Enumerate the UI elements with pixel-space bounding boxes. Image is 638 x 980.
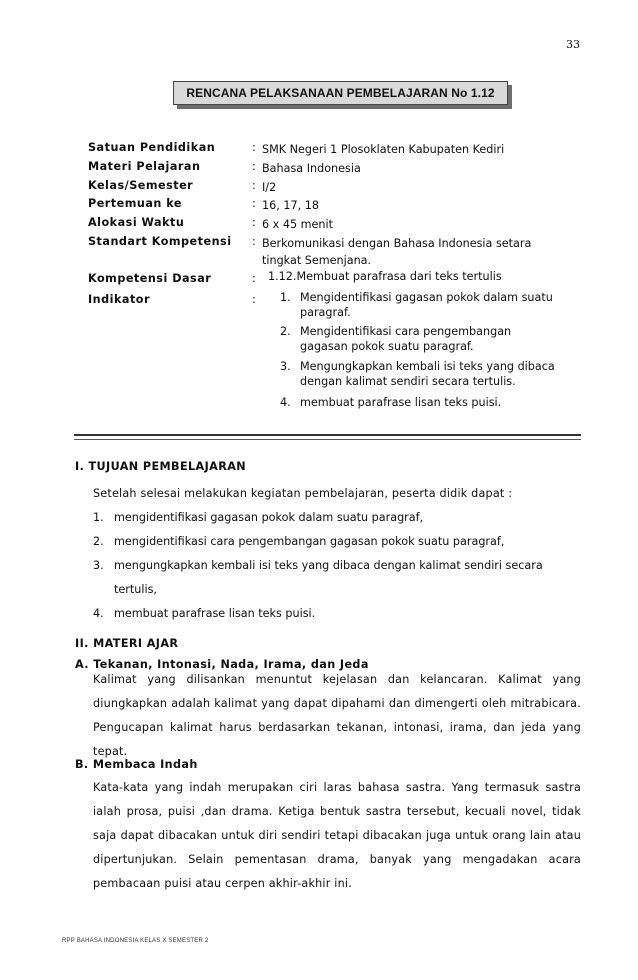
list-number: 2. xyxy=(93,535,104,548)
list-number: 3. xyxy=(93,559,104,572)
list-text: mengidentifikasi gagasan pokok dalam suatu paragraf, xyxy=(114,511,424,524)
list-number: 2. xyxy=(280,325,291,338)
document-title: RENCANA PELAKSANAAN PEMBELAJARAN No 1.12 xyxy=(173,81,508,105)
subsection-heading-b: B. Membaca Indah xyxy=(75,758,198,771)
paragraph-line: pembacaan puisi atau cerpen akhir-akhir ini. xyxy=(93,877,352,890)
indicator-list xyxy=(280,290,570,410)
value-standart-kompetensi xyxy=(262,235,562,269)
indicator-line: gagasan pokok suatu paragraf. xyxy=(300,340,474,353)
paragraph-b xyxy=(93,776,581,896)
indicator-text xyxy=(300,324,568,354)
indicator-line: dengan kalimat sendiri secara tertulis. xyxy=(300,375,516,388)
list-number: 1. xyxy=(280,291,291,304)
indicator-line: membuat parafrase lisan teks puisi. xyxy=(300,396,502,409)
list-number: 3. xyxy=(280,360,291,373)
indicator-text xyxy=(300,359,568,389)
indicator-text xyxy=(300,395,568,410)
paragraph-line: tepat. xyxy=(93,745,128,758)
value-sk-line2: tingkat Semenjana. xyxy=(262,254,372,267)
section-heading-tujuan: I. TUJUAN PEMBELAJARAN xyxy=(75,460,247,473)
paragraph-line: Kata-kata yang indah merupakan ciri laras bahasa sastra. Yang termasuk sastra xyxy=(93,781,581,794)
label-standart-kompetensi: Standart Kompetensi xyxy=(88,235,232,248)
paragraph-line: Pengucapan kalimat harus berdasarkan tekanan, intonasi, irama, dan jeda yang xyxy=(93,721,581,734)
label-kelas-semester: Kelas/Semester xyxy=(88,179,194,192)
list-text: membuat parafrase lisan teks puisi. xyxy=(114,607,316,620)
indicator-line: paragraf. xyxy=(300,306,351,319)
value-kelas-semester: I/2 xyxy=(262,181,277,194)
label-materi-pelajaran: Materi Pelajaran xyxy=(88,160,201,173)
colon: : xyxy=(252,141,256,154)
label-pertemuan: Pertemuan ke xyxy=(88,197,182,210)
label-satuan-pendidikan: Satuan Pendidikan xyxy=(88,141,216,154)
colon: : xyxy=(252,293,256,306)
label-kompetensi-dasar: Kompetensi Dasar xyxy=(88,272,212,285)
paragraph-line: diungkapkan adalah kalimat yang dapat dipahami dan dimengerti oleh mitrabicara. xyxy=(93,697,581,710)
colon: : xyxy=(252,179,256,192)
value-pertemuan: 16, 17, 18 xyxy=(262,199,319,212)
value-sk-line1: Berkomunikasi dengan Bahasa Indonesia setara xyxy=(262,237,532,250)
list-number: 4. xyxy=(280,396,291,409)
page-footer: RPP BAHASA INDONESIA KELAS X SEMESTER 2 xyxy=(62,938,209,944)
value-satuan-pendidikan: SMK Negeri 1 Plosoklaten Kabupaten Kediri xyxy=(262,143,505,156)
paragraph-line: saja dapat dibacakan untuk diri sendiri tetapi dibacakan juga untuk orang lain atau xyxy=(93,829,581,842)
divider-thick xyxy=(74,434,581,436)
list-number: 4. xyxy=(93,607,104,620)
paragraph-line: ialah prosa, puisi ,dan drama. Ketiga bentuk sastra tersebut, kecuali novel, tidak xyxy=(93,805,581,818)
colon: : xyxy=(252,272,256,285)
indicator-line: Mengidentifikasi gagasan pokok dalam suatu xyxy=(300,291,553,304)
label-indikator: Indikator xyxy=(88,293,151,306)
colon: : xyxy=(252,235,256,248)
colon: : xyxy=(252,160,256,173)
label-alokasi-waktu: Alokasi Waktu xyxy=(88,216,185,229)
list-number: 1. xyxy=(93,511,104,524)
paragraph-line: dipertunjukan. Selain pementasan drama, banyak yang mengadakan acara xyxy=(93,853,581,866)
list-text: mengungkapkan kembali isi teks yang dibaca dengan kalimat sendiri secara xyxy=(114,559,543,572)
value-materi-pelajaran: Bahasa Indonesia xyxy=(262,162,361,175)
tujuan-intro: Setelah selesai melakukan kegiatan pembelajaran, peserta didik dapat : xyxy=(93,487,513,500)
divider-thin xyxy=(74,439,581,440)
value-alokasi-waktu: 6 x 45 menit xyxy=(262,218,334,231)
indicator-text xyxy=(300,290,568,320)
list-text-continued: tertulis, xyxy=(114,583,157,596)
colon: : xyxy=(252,216,256,229)
list-text: mengidentifikasi cara pengembangan gagasan pokok suatu paragraf, xyxy=(114,535,505,548)
paragraph-line: Kalimat yang dilisankan menuntut kejelasan dan kelancaran. Kalimat yang xyxy=(93,673,581,686)
page-number: 33 xyxy=(566,38,580,51)
indicator-line: Mengungkapkan kembali isi teks yang dibaca xyxy=(300,360,555,373)
value-kompetensi-dasar: 1.12.Membuat parafrasa dari teks tertulis xyxy=(268,270,502,283)
paragraph-a xyxy=(93,668,581,764)
subsection-heading-a: A. Tekanan, Intonasi, Nada, Irama, dan Jeda xyxy=(75,658,369,671)
section-heading-materi: II. MATERI AJAR xyxy=(75,637,179,650)
colon: : xyxy=(252,197,256,210)
indicator-line: Mengidentifikasi cara pengembangan xyxy=(300,325,512,338)
list-item xyxy=(93,554,581,602)
